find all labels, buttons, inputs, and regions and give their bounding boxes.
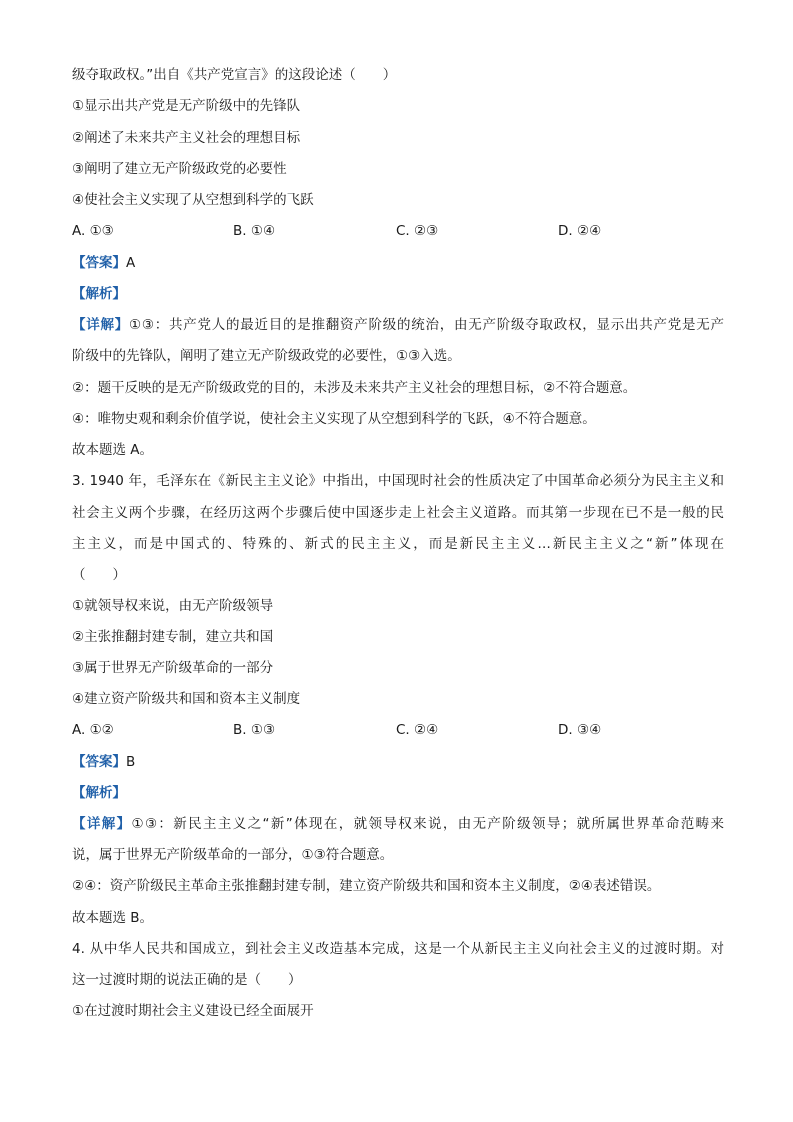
- q2-item-2: ②阐述了未来共产主义社会的理想目标: [72, 130, 301, 146]
- q3-stem-line-4: （ ）: [72, 567, 126, 583]
- q3-item-1: ①就领导权来说，由无产阶级领导: [72, 598, 274, 614]
- q2-option-a: A. ①③: [72, 223, 114, 239]
- q2-option-b: B. ①④: [233, 223, 276, 239]
- q3-option-d: D. ③④: [558, 722, 602, 738]
- q3-analysis-heading: [72, 783, 724, 803]
- answer-tag: 【答案】: [72, 754, 126, 770]
- q4-stem-line-2: 这一过渡时期的说法正确的是（ ）: [72, 972, 302, 988]
- answer-tag: 【答案】: [72, 255, 126, 271]
- q2-note-2: ④：唯物史观和剩余价值学说，使社会主义实现了从空想到科学的飞跃，④不符合题意。: [72, 411, 596, 427]
- q2-item-3: ③阐明了建立无产阶级政党的必要性: [72, 161, 287, 177]
- q3-item-2: ②主张推翻封建专制，建立共和国: [72, 629, 274, 645]
- q3-item-4: ④建立资产阶级共和国和资本主义制度: [72, 691, 301, 707]
- q2-note-1: ②：题干反映的是无产阶级政党的目的，未涉及未来共产主义社会的理想目标，②不符合题意。: [72, 380, 637, 396]
- q3-option-b: B. ①③: [233, 722, 276, 738]
- q3-note-1: ②④：资产阶级民主革命主张推翻封建专制，建立资产阶级共和国和资本主义制度，②④表述错误。: [72, 878, 661, 894]
- detail-text: ①③：新民主主义之“新”体现在，就领导权来说，由无产阶级领导；就所属世界革命范畴来: [131, 816, 724, 832]
- q3-answer: [72, 752, 724, 772]
- q3-conclusion: 故本题选 B。: [72, 910, 154, 926]
- detail-tag: 【详解】: [72, 317, 130, 333]
- analysis-tag: 【解析】: [72, 286, 126, 302]
- q2-stem-tail: 级夺取政权。”出自《共产党宣言》的这段论述（ ）: [72, 67, 397, 83]
- answer-value: A: [126, 255, 136, 271]
- q2-item-1: ①显示出共产党是无产阶级中的先锋队: [72, 98, 301, 114]
- q2-detail-line-2: 阶级中的先锋队，阐明了建立无产阶级政党的必要性，①③入选。: [72, 348, 461, 364]
- q2-item-4: ④使社会主义实现了从空想到科学的飞跃: [72, 192, 314, 208]
- q2-answer: [72, 253, 724, 273]
- q2-detail-line-1: [72, 315, 724, 335]
- q4-item-1: ①在过渡时期社会主义建设已经全面展开: [72, 1003, 314, 1019]
- answer-value: B: [126, 754, 136, 770]
- q2-option-d: D. ②④: [558, 223, 602, 239]
- q3-detail-line-2: 说，属于世界无产阶级革命的一部分，①③符合题意。: [72, 847, 394, 863]
- q2-conclusion: 故本题选 A。: [72, 442, 154, 458]
- q3-item-3: ③属于世界无产阶级革命的一部分: [72, 660, 274, 676]
- q2-analysis-heading: [72, 284, 724, 304]
- detail-tag: 【详解】: [72, 816, 132, 832]
- q3-stem-line-3: 主主义，而是中国式的、特殊的、新式的民主主义，而是新民主主义…新民主主义之“新”体现在: [72, 536, 724, 552]
- q3-stem-line-2: 社会主义两个步骤，在经历这两个步骤后使中国逐步走上社会主义道路。而其第一步现在已不是一般的民: [72, 505, 724, 521]
- detail-text: ①③：共产党人的最近目的是推翻资产阶级的统治，由无产阶级夺取政权，显示出共产党是无产: [129, 317, 724, 333]
- analysis-tag: 【解析】: [72, 785, 126, 801]
- q4-stem-line-1: 4. 从中华人民共和国成立，到社会主义改造基本完成，这是一个从新民主主义向社会主义的过渡时期。对: [72, 941, 724, 957]
- q3-option-a: A. ①②: [72, 722, 114, 738]
- q3-detail-line-1: [72, 814, 724, 834]
- q2-option-c: C. ②③: [396, 223, 439, 239]
- q3-option-c: C. ②④: [396, 722, 439, 738]
- q3-stem-line-1: 3. 1940 年，毛泽东在《新民主主义论》中指出，中国现时社会的性质决定了中国革命必须分为民主主义和: [72, 473, 724, 489]
